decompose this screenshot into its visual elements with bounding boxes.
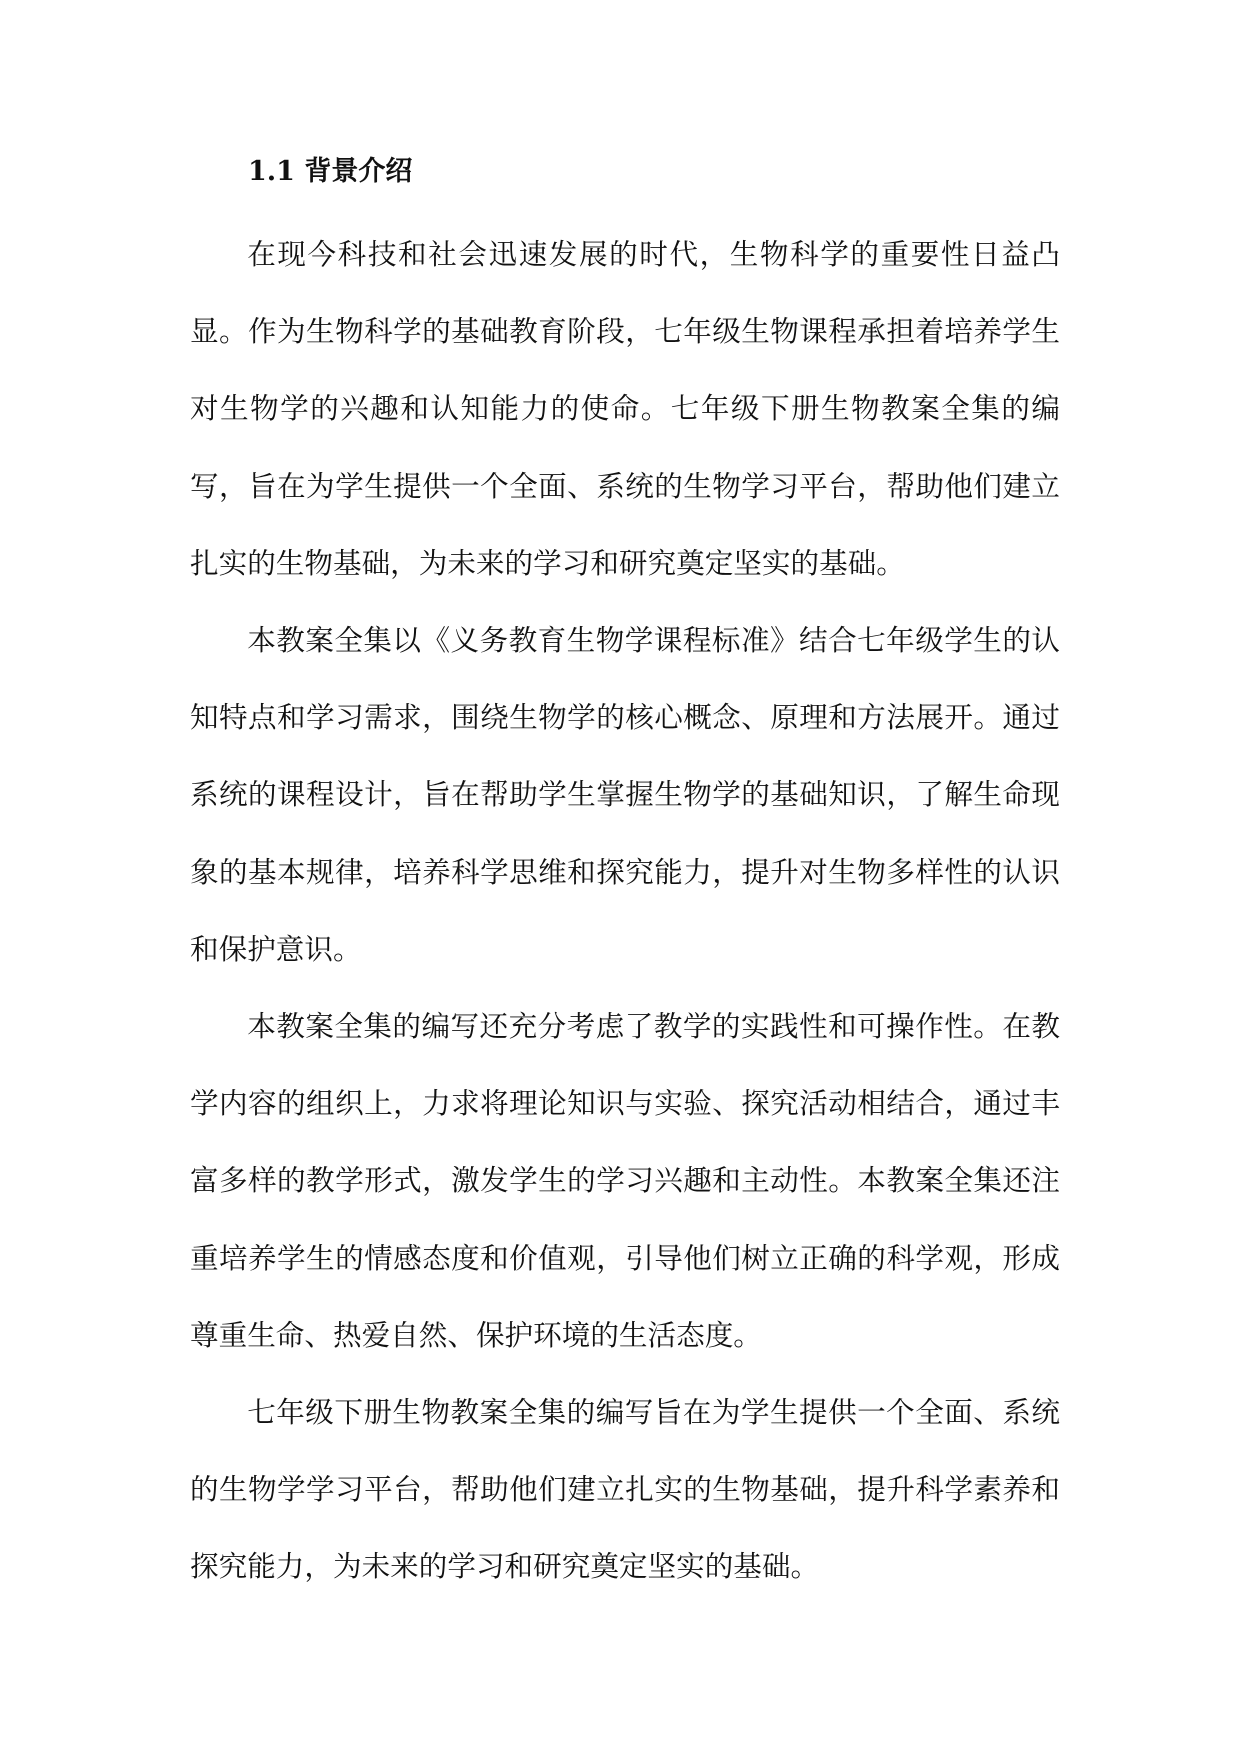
section-heading: 1.1 背景介绍 — [248, 156, 413, 187]
paragraph-background-2: 本教案全集以《义务教育生物学课程标准》结合七年级学生的认知特点和学习需求，围绕生物学的核心概念、原理和方法展开。通过系统的课程设计，旨在帮助学生掌握生物学的基础知识，了解生命现象的基本规律，培养科学思维和探究能力，提升对生物多样性的认识和保护意识。 — [190, 623, 1060, 966]
document-body — [190, 140, 1060, 1606]
heading-spacer — [190, 204, 1060, 216]
paragraph-background-1: 在现今科技和社会迅速发展的时代，生物科学的重要性日益凸显。作为生物科学的基础教育阶段，七年级生物课程承担着培养学生对生物学的兴趣和认知能力的使命。七年级下册生物教案全集的编写，旨在为学生提供一个全面、系统的生物学习平台，帮助他们建立扎实的生物基础，为未来的学习和研究奠定坚实的基础。 — [190, 237, 1060, 580]
paragraph-background-4: 七年级下册生物教案全集的编写旨在为学生提供一个全面、系统的生物学学习平台，帮助他们建立扎实的生物基础，提升科学素养和探究能力，为未来的学习和研究奠定坚实的基础。 — [190, 1395, 1060, 1584]
paragraph-background-3: 本教案全集的编写还充分考虑了教学的实践性和可操作性。在教学内容的组织上，力求将理论知识与实验、探究活动相结合，通过丰富多样的教学形式，激发学生的学习兴趣和主动性。本教案全集还注重培养学生的情感态度和价值观，引导他们树立正确的科学观，形成尊重生命、热爱自然、保护环境的生活态度。 — [190, 1009, 1060, 1352]
